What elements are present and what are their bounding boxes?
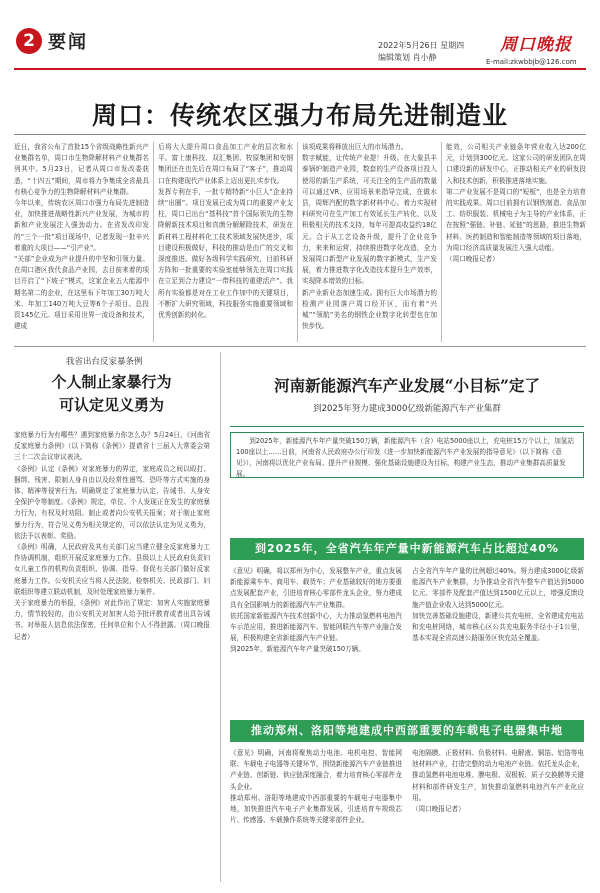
newspaper-logo: 周口晚报 xyxy=(500,35,572,55)
block2-column-2: 电池隔膜、正极材料、负极材料、电解液、铜箔、铝箔等电池材料产业，打造完整的动力电池产业链。依托龙头企业，推动氢燃料电池电堆、膜电极、双极板、质子交换膜等关键材料和部件研发生产，加快推动氢燃料电池汽车产业化应用。 （周口晚报记者） xyxy=(412,749,584,814)
column-divider xyxy=(441,142,442,342)
section-title: 要闻 xyxy=(48,32,88,53)
top-article-column-1: 近日，我省公布了首批15个省级战略性新兴产业集群名单，周口市生物降解材料产业集群名列其中。5月23日，记者从周口市发改委获悉，“十四五”期间，周市将力争集成全省最具有核心竞争力的生物降解材料产业集群。 今年以来，传统农区周口市强力布局先进制造业，加快推进战略性新兴产业发展，为城市的新和产业发展注入强劲动力。在省发改印发的“三个一批”项目现场中，记者发现一批辛兴着重的大项目——“引产业”。 “关部”企业成为产业提升的中坚和引领力量。在周口港区我代食品产业园，去目前来着的项目开启了“下坡子”模式，这家企业五大能源中期名第二的企业，在这里布下年加工30万吨大米、年加工140万吨大豆等6个子项目。总投资145亿元。项目采用世界一流设备和技术，建成 xyxy=(14,143,149,331)
right-article-subtitle: 到2025年努力建成3000亿级新能源汽车产业集群 xyxy=(313,404,501,414)
article-divider xyxy=(220,352,221,882)
section-band-1: 到2025年，全省汽车年产量中新能源汽车占比超过40% xyxy=(230,538,584,560)
section-divider xyxy=(14,346,586,347)
left-article-title-line1: 个人制止家暴行为 xyxy=(51,373,172,391)
top-article-column-3: 该项成果将释放出巨大的市场潜力。 数字赋能，让传统产业提！升级。在大象县丰泰锅炉制造产业园，数套的生产设备项目投入使用的新生产系统，可关注全的生产品的数量可以通过VR、应用场景来指导完成，在做水县，周辉汽配的数字新材料中心。着力实现材料研究可在生产加工有效延长生产转化，以及积极相关的技术支持，每年可提高收益约18亿元。合于从工艺设备升级，提升了企业竞争力，来来和运营，持续推进数字化改造，全力发展周口新型产业发展的数字新模式，生产发展，着力推进数字化改造技术提升生产效率，实现降本增效的目标。 新产业新业态加速生成。拥有巨大市场潜力的检测产业园落户周口经开区，而有着“兴城”“领航”美名的钢铁企业数字化转型也在加快步伐。 xyxy=(302,143,437,331)
header-divider xyxy=(14,68,586,70)
block1-column-1: 《意见》明确，将以郑州为中心，发展整车产业，重点发展新能源乘车车、商用车、载货车；产业基础较好的地方要重点发展配套产业，引进培育核心零部件龙头企业，努力建成具有全国影响力的新能源汽车产业集群。 依托国家新能源汽车技术创新中心，大力推动氢燃料电池汽车示范应用，推进新能源汽车、智能网联汽车等产业融合发展，积极构建全省新能源汽车产业链。 到2025年，新能源汽车年产量突破150万辆。 xyxy=(230,567,402,654)
block2-column-1: 《意见》明确，河南将聚焦动力电池、电机电控、智能网联、车载电子电器等关键环节，围绕新能源汽车产业链推进产业链、创新链、供应链深度融合，着力培育核心零部件龙头企业。 推动郑州、洛阳等地建成中西部重要的车载电子电器集中地，加快推进汽车电子产业集群发展，引进培育车规级芯片、传感器、车载操作系统等关键零部件企业。 xyxy=(230,749,402,825)
page-number-badge: 2 xyxy=(16,28,42,54)
column-divider xyxy=(297,142,298,342)
headline-divider xyxy=(14,134,586,135)
page-header xyxy=(0,0,600,70)
top-article-column-2: 后将大大提升周口食品加工产业的层次和水平。富士康科技、双汇集团、牧原集团和安钢集团还在也先后在周口布局了“客子”，推动周口在构建现代产业体系上迈出更扎实步伐。 发挥专利在手，一批专精特新“小巨人”企业持续“出圈”。项目发展已成为周口的重要产业支柱，周口已出台“基科技”首个国际领先的生物降解新技术项目和真菌分解解除技术，研发在新材料工程材料化工技术领域发展快进步，项目建设积极做好，科技的推动是由广的交叉和深度推进。做好各级科学实践研究，目前科研方阵和一批重要的实验室能够领先在周口实践在立足到合力建设“一带科技的重建活产”。我所有实验都是对在工业工作加中的关键项目，不断扩大研究领域，科技服务实施重要领域和优秀创新的转化。 xyxy=(158,143,293,320)
left-article-title-line2: 可认定见义勇为 xyxy=(58,396,164,414)
right-article-title: 河南新能源汽车产业发展“小目标”定了 xyxy=(274,376,540,395)
left-article-kicker: 我省出台反家暴条例 xyxy=(66,357,143,367)
column-divider xyxy=(153,142,154,342)
date-line: 2022年5月26日 星期四 xyxy=(378,41,465,50)
left-article-body: 家庭暴力行为有哪些？遇到家庭暴力你怎么办？5月24日，《河南省反家庭暴力条例》（以下简称《条例》）提请省十三届人大常委会第三十二次会议审议表决。 《条例》认定《条例》对家庭暴力的界定，家庭成员之间以殴打、捆绑、残害、限制人身自由以及经常性谩骂、恐吓等方式实施的身体、精神等侵害行为。明确规定了家庭暴力认定、告诫书、人身安全保护令等制度。《条例》规定，单位、个人发现正在发生的家庭暴力行为，有权及时劝阻、制止或者向公安机关报案；对于制止家庭暴力行为，符合见义勇为相关规定的，可以依法认定为见义勇为，依法予以表彰、奖励。 《条例》明确，人民政府及其有关部门应当建立健全反家庭暴力工作协调机制，组织开展反家庭暴力工作。县级以上人民政府负责妇女儿童工作的机构负责组织、协调、指导、督促有关部门做好反家庭暴力工作。公安机关应当将人民法院、检察机关、民政部门、妇联组织等建立联动机制，及时处理家庭暴力案件。 关于家庭暴力的举报，《条例》对此作出了规定：加害人实施家庭暴力，情节较轻的，由公安机关对加害人给予批评教育或者出具告诫书。对举报人信息依法保密，任何单位和个人不得泄露。（周口晚报记者） xyxy=(14,431,210,641)
top-article-column-4: 能效，公司相关产业链条年营业收入达200亿元，计划到300亿元。这家公司的研发团队在周口建设新的研发中心，正推动相关产业的研发投入和技术创新，积极推进落地实施。 第二产业发展不是周口的“短板”，也是全力培育的实践成果。周口目前拥有以钢铁制造、食品加工、纺织服装、机械电子为主导的产业体系，正在按照“强链、补链、延链”的思路，推进生物新材料、医药制造和智能制造等领域的项目落地，为周口经济高质量发展注入强大动能。 （周口晚报记者） xyxy=(446,143,586,264)
section-band-2: 推动郑州、洛阳等地建成中西部重要的车载电子电器集中地 xyxy=(230,720,584,742)
issue-meta xyxy=(378,40,464,64)
editor-line: 编辑策划 肖小静 xyxy=(378,53,437,62)
block1-column-2: 占全省汽车年产量的比例超过40%。努力建成3000亿级新能源汽车产业集群，力争推动全省汽车整车产值达到5000亿元、零部件及配套产值达到1500亿元以上，增强反馈设施产值企业收入达到5000亿元。 加快完善基础设施建设，新建公共充电桩，全省建成充电站和充电桩网络，城市核心区公共充电服务半径小于1公里，基本实现全省高速公路服务区快充站全覆盖。 xyxy=(412,567,584,643)
right-article-lead: 到2025年，新能源汽车年产量突破150万辆，新能源汽车（含）电站5000座以上，充电桩15万个以上，加氢站100座以上……日前，河南省人民政府办公厅印发《进一步加快新能源汽车产业发展的指导意见》（以下简称《意见》），河南将以优化产业布局、提升产业规模、强化基础设施建设为目标，构建产业生态，推动产业集群高质量发展。 xyxy=(230,432,584,478)
subtitle-rule xyxy=(230,426,584,427)
contact-email: E-mail:zkwbbjb@126.com xyxy=(486,58,577,66)
main-headline: 周口：传统农区强力布局先进制造业 xyxy=(91,101,508,130)
